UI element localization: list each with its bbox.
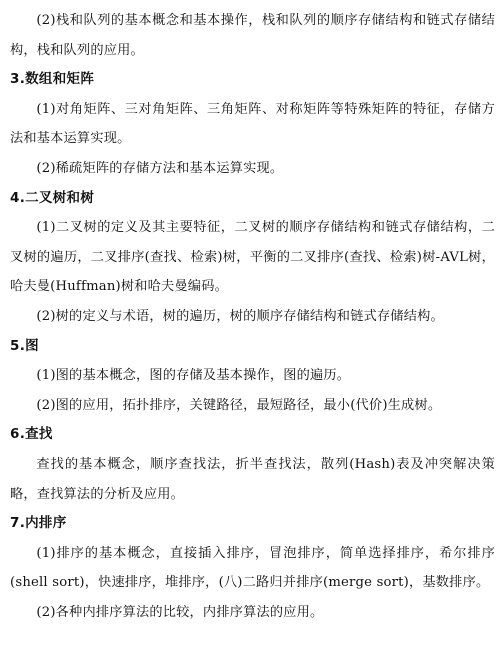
paragraph-special-matrices: (1)对角矩阵、三对角矩阵、三角矩阵、对称矩阵等特殊矩阵的特征，存储方法和基本运算实现。	[10, 101, 495, 147]
section-heading-arrays-matrices: 3.数组和矩阵	[10, 71, 95, 88]
paragraph-stack-queue-2: (2)栈和队列的基本概念和基本操作，栈和队列的顺序存储结构和链式存储结构，栈和队列的应用。	[10, 13, 495, 58]
paragraph-sparse-matrices: (2)稀疏矩阵的存储方法和基本运算实现。	[36, 160, 284, 176]
paragraph-sorting-methods: (1)排序的基本概念，直接插入排序，冒泡排序，简单选择排序，希尔排序(shell sort)，快速排序，堆排序，(八)二路归并排序(merge sort)，基数排序。	[10, 545, 495, 591]
section-heading-internal-sorting: 7.内排序	[10, 515, 67, 532]
paragraph-graph-applications: (2)图的应用，拓扑排序，关键路径，最短路径，最小(代价)生成树。	[36, 397, 442, 413]
paragraph-graph-basics: (1)图的基本概念，图的存储及基本操作，图的遍历。	[36, 368, 351, 384]
section-heading-binary-trees: 4.二叉树和树	[10, 189, 95, 206]
section-heading-graphs: 5.图	[10, 337, 39, 354]
paragraph-sorting-comparison: (2)各种内排序算法的比较，内排序算法的应用。	[36, 604, 324, 620]
paragraph-tree-definition: (2)树的定义与术语，树的遍历，树的顺序存储结构和链式存储结构。	[36, 308, 444, 324]
paragraph-binary-tree-definition: (1)二叉树的定义及其主要特征，二叉树的顺序存储结构和链式存储结构，二叉树的遍历，二叉排序(查找、检索)树，平衡的二叉排序(查找、检索)树-AVL树，哈夫曼(Huffman)树和哈夫曼编码。	[10, 220, 495, 295]
section-heading-search: 6.查找	[10, 426, 53, 443]
paragraph-search-methods: 查找的基本概念，顺序查找法，折半查找法，散列(Hash)表及冲突解决策略，查找算法的分析及应用。	[10, 456, 495, 502]
